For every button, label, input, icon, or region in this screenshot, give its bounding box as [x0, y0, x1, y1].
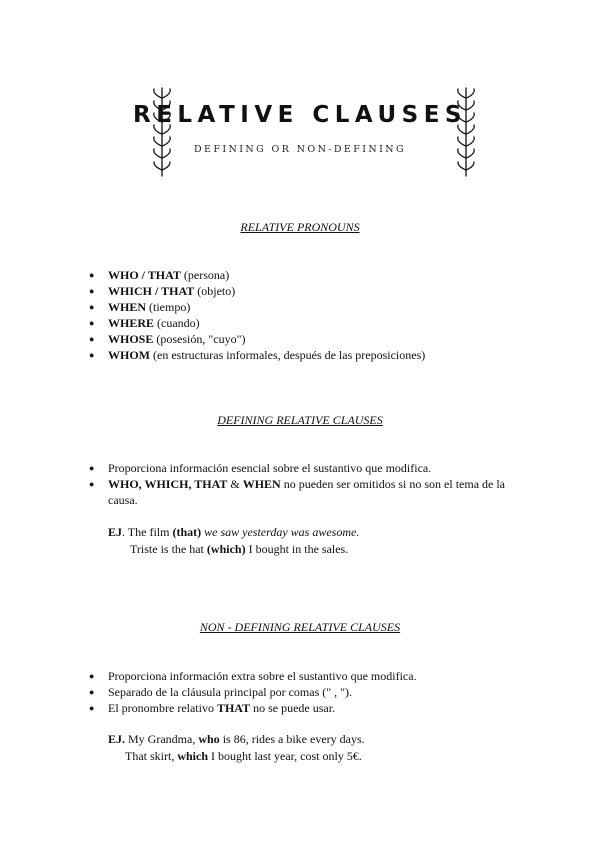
defining-list: [84, 460, 524, 508]
example-highlight: (that): [172, 525, 202, 539]
bullet-icon: ●: [89, 479, 95, 489]
list-item-bold: WHEN: [242, 477, 281, 491]
example-line: [108, 731, 365, 748]
list-item: [84, 476, 524, 508]
list-item-text: no pueden ser omitidos si no son el tema de la causa.: [108, 477, 506, 507]
bullet-icon: ●: [89, 286, 95, 296]
defining-example: [108, 524, 359, 558]
example-line: [108, 541, 359, 558]
bullet-icon: ●: [89, 463, 95, 473]
bullet-icon: ●: [89, 302, 95, 312]
pronoun-desc: (persona): [180, 268, 230, 282]
list-item: [84, 331, 524, 347]
list-item-text: &: [227, 477, 243, 491]
example-text: That skirt,: [125, 749, 178, 763]
page-title: RELATIVE CLAUSES: [132, 102, 467, 128]
pronoun-term: WHEN: [108, 300, 147, 314]
example-text: My Grandma,: [125, 732, 199, 746]
example-text: I bought last year, cost only 5€.: [208, 749, 362, 763]
list-item-text: Proporciona información esencial sobre el sustantivo que modifica.: [108, 461, 432, 475]
list-item: [84, 315, 524, 331]
bullet-icon: ●: [89, 318, 95, 328]
example-label: EJ: [108, 525, 123, 539]
non-defining-list: [84, 668, 524, 716]
list-item: [84, 460, 524, 476]
list-item-bold: THAT: [216, 701, 251, 715]
list-item: [84, 299, 524, 315]
example-label: EJ.: [108, 732, 126, 746]
list-item: [84, 700, 524, 716]
bullet-icon: ●: [89, 687, 95, 697]
example-highlight: which: [177, 749, 209, 763]
pronoun-desc: (en estructuras informales, después de las preposiciones): [150, 348, 426, 362]
non-defining-example: [108, 731, 365, 765]
page-subtitle: DEFINING OR NON-DEFINING: [194, 144, 406, 155]
pronoun-term: WHO / THAT: [108, 268, 181, 282]
example-highlight: (which): [206, 542, 246, 556]
list-item-bold: WHO, WHICH, THAT: [108, 477, 228, 491]
list-item: [84, 684, 524, 700]
example-line: [108, 748, 365, 765]
list-item: [84, 668, 524, 684]
leaf-sprig-left-icon: [148, 86, 176, 178]
bullet-icon: ●: [89, 350, 95, 360]
list-item-text: El pronombre relativo: [108, 701, 217, 715]
example-text: is 86, rides a bike every days.: [219, 732, 365, 746]
leaf-sprig-right-icon: [452, 86, 480, 178]
list-item-text: Proporciona información extra sobre el sustantivo que modifica.: [108, 669, 417, 683]
list-item-text: no se puede usar.: [250, 701, 336, 715]
bullet-icon: ●: [89, 334, 95, 344]
bullet-icon: ●: [89, 671, 95, 681]
bullet-icon: ●: [89, 703, 95, 713]
pronoun-term: WHICH / THAT: [108, 284, 195, 298]
list-item: [84, 267, 524, 283]
pronoun-desc: (posesión, "cuyo"): [153, 332, 246, 346]
example-text: Triste is the hat: [130, 542, 207, 556]
pronoun-term: WHERE: [108, 316, 155, 330]
pronoun-desc: (objeto): [194, 284, 236, 298]
pronoun-term: WHOSE: [108, 332, 154, 346]
heading-non-defining-clauses: NON - DEFINING RELATIVE CLAUSES: [199, 620, 401, 634]
list-item: [84, 283, 524, 299]
example-line: [108, 524, 359, 541]
heading-defining-clauses: DEFINING RELATIVE CLAUSES: [217, 413, 383, 427]
example-text: . The film: [122, 525, 173, 539]
example-text: we saw yesterday was awesome.: [201, 525, 360, 539]
pronoun-desc: (cuando): [154, 316, 200, 330]
pronouns-list: [84, 267, 524, 363]
bullet-icon: ●: [89, 270, 95, 280]
heading-relative-pronouns: RELATIVE PRONOUNS: [240, 220, 360, 234]
example-highlight: who: [198, 732, 220, 746]
pronoun-term: WHOM: [108, 348, 150, 362]
list-item: [84, 347, 524, 363]
pronoun-desc: (tiempo): [146, 300, 191, 314]
list-item-text: Separado de la cláusula principal por comas (" , ").: [108, 685, 353, 699]
example-text: I bought in the sales.: [245, 542, 349, 556]
